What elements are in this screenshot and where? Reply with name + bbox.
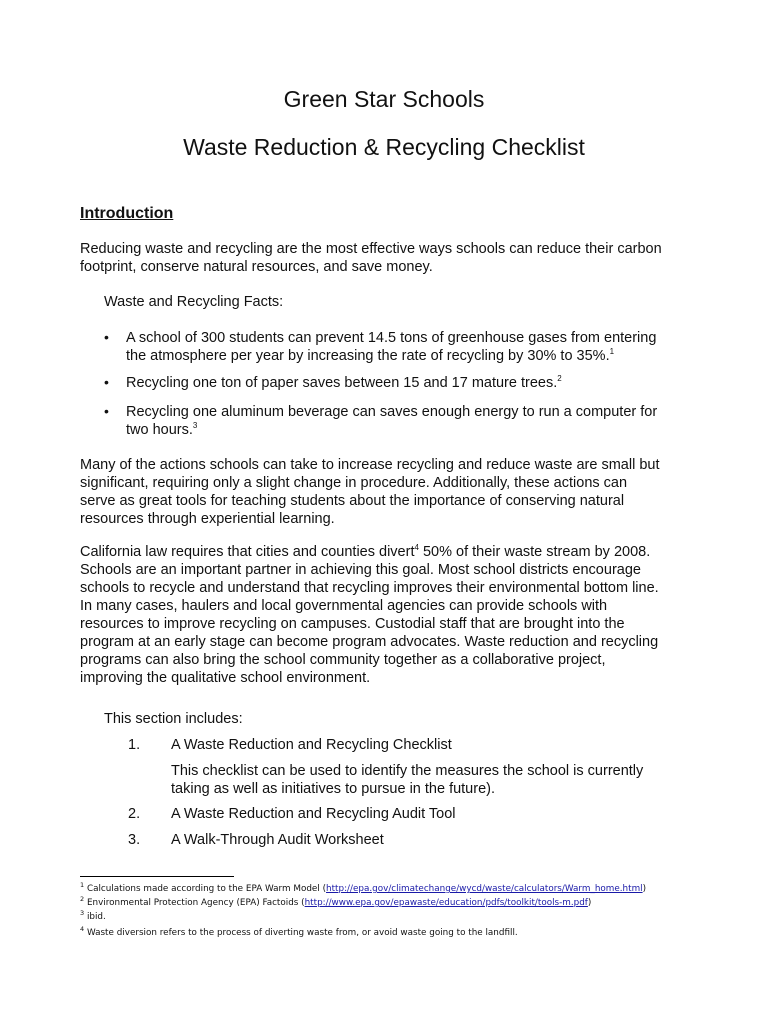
- item-note-line: taking as well as initiatives to pursue in the future).: [171, 781, 495, 797]
- item-number: 2.: [128, 806, 141, 822]
- text-fragment: 50% of their waste stream by 2008.: [418, 544, 651, 560]
- footnote-text: ): [587, 898, 592, 908]
- footnote-text: Waste diversion refers to the process of diverting waste from, or avoid waste going to the landfill.: [86, 928, 518, 938]
- section-label: This section includes:: [104, 711, 243, 727]
- item-number: 1.: [128, 737, 141, 753]
- text-line: footprint, conserve natural resources, and save money.: [80, 259, 433, 275]
- footnote: [80, 895, 592, 909]
- text-line: [126, 421, 197, 439]
- footnote: [80, 925, 518, 939]
- text-line: A school of 300 students can prevent 14.5 tons of greenhouse gases from entering: [126, 330, 657, 346]
- footnote: [80, 909, 106, 923]
- text-line: [126, 374, 562, 392]
- fact-text: Recycling one ton of paper saves between 15 and 17 mature trees.: [126, 375, 558, 391]
- footnote-text: ibid.: [86, 912, 106, 922]
- item-text: A Waste Reduction and Recycling Checklist: [171, 737, 452, 753]
- bullet-icon: •: [104, 374, 109, 390]
- text-line: program at an early stage can become program advocates. Waste reduction and recycling: [80, 634, 659, 650]
- item-text: A Walk-Through Audit Worksheet: [171, 832, 384, 848]
- text-line: [126, 347, 614, 365]
- fact-text: the atmosphere per year by increasing the rate of recycling by 30% to 35%.: [126, 348, 610, 364]
- text-line: Many of the actions schools can take to increase recycling and reduce waste are small but: [80, 457, 660, 473]
- footnote-separator: [80, 876, 234, 877]
- item-note-line: This checklist can be used to identify the measures the school is currently: [171, 763, 644, 779]
- fact-text: two hours.: [126, 422, 193, 438]
- footnote-number: 3: [80, 909, 85, 918]
- bullet-icon: •: [104, 329, 109, 345]
- text-line: improving the qualitative school environment.: [80, 670, 371, 686]
- footnote-text: Calculations made according to the EPA Warm Model (: [86, 884, 327, 894]
- document-title: Green Star Schools: [283, 86, 485, 112]
- item-number: 3.: [128, 832, 141, 848]
- document-subtitle: Waste Reduction & Recycling Checklist: [183, 134, 585, 160]
- footnote-link[interactable]: http://www.epa.gov/epawaste/education/pdfs/toolkit/tools-m.pdf: [304, 898, 588, 908]
- footnote: [80, 881, 647, 895]
- introduction-heading: Introduction: [80, 205, 174, 222]
- text-line: [80, 543, 650, 561]
- footnote-number: 4: [80, 925, 85, 934]
- text-line: serve as great tools for teaching students about the importance of conserving natural: [80, 493, 625, 509]
- text-line: Schools are an important partner in achieving this goal. Most school districts encourage: [80, 562, 641, 578]
- facts-label: Waste and Recycling Facts:: [104, 294, 284, 310]
- text-line: programs can also bring the school community together as a collaborative project,: [80, 652, 606, 668]
- footnote-ref: 1: [609, 347, 615, 357]
- text-fragment: California law requires that cities and counties divert: [80, 544, 415, 560]
- text-line: resources to improve recycling on campuses. Custodial staff that are brought into the: [80, 616, 625, 632]
- text-line: significant, requiring only a slight change in procedure. Additionally, these actions can: [80, 475, 628, 491]
- footnote-number: 1: [80, 881, 85, 890]
- footnote-ref: 3: [192, 421, 198, 431]
- footnote-text: Environmental Protection Agency (EPA) Factoids (: [86, 898, 305, 908]
- text-line: Recycling one aluminum beverage can saves enough energy to run a computer for: [126, 404, 658, 420]
- text-line: Reducing waste and recycling are the most effective ways schools can reduce their carbon: [80, 241, 662, 257]
- text-line: In many cases, haulers and local governmental agencies can provide schools with: [80, 598, 608, 614]
- item-text: A Waste Reduction and Recycling Audit Tool: [171, 806, 456, 822]
- bullet-icon: •: [104, 403, 109, 419]
- text-line: resources through experiential learning.: [80, 511, 335, 527]
- footnote-link[interactable]: http://epa.gov/climatechange/wycd/waste/calculators/Warm_home.html: [326, 884, 643, 894]
- text-line: schools to recycle and understand that recycling improves their environmental bottom line.: [80, 580, 659, 596]
- footnote-ref: 4: [414, 543, 419, 553]
- footnote-ref: 2: [557, 374, 562, 384]
- footnote-text: ): [642, 884, 647, 894]
- footnote-number: 2: [80, 895, 85, 904]
